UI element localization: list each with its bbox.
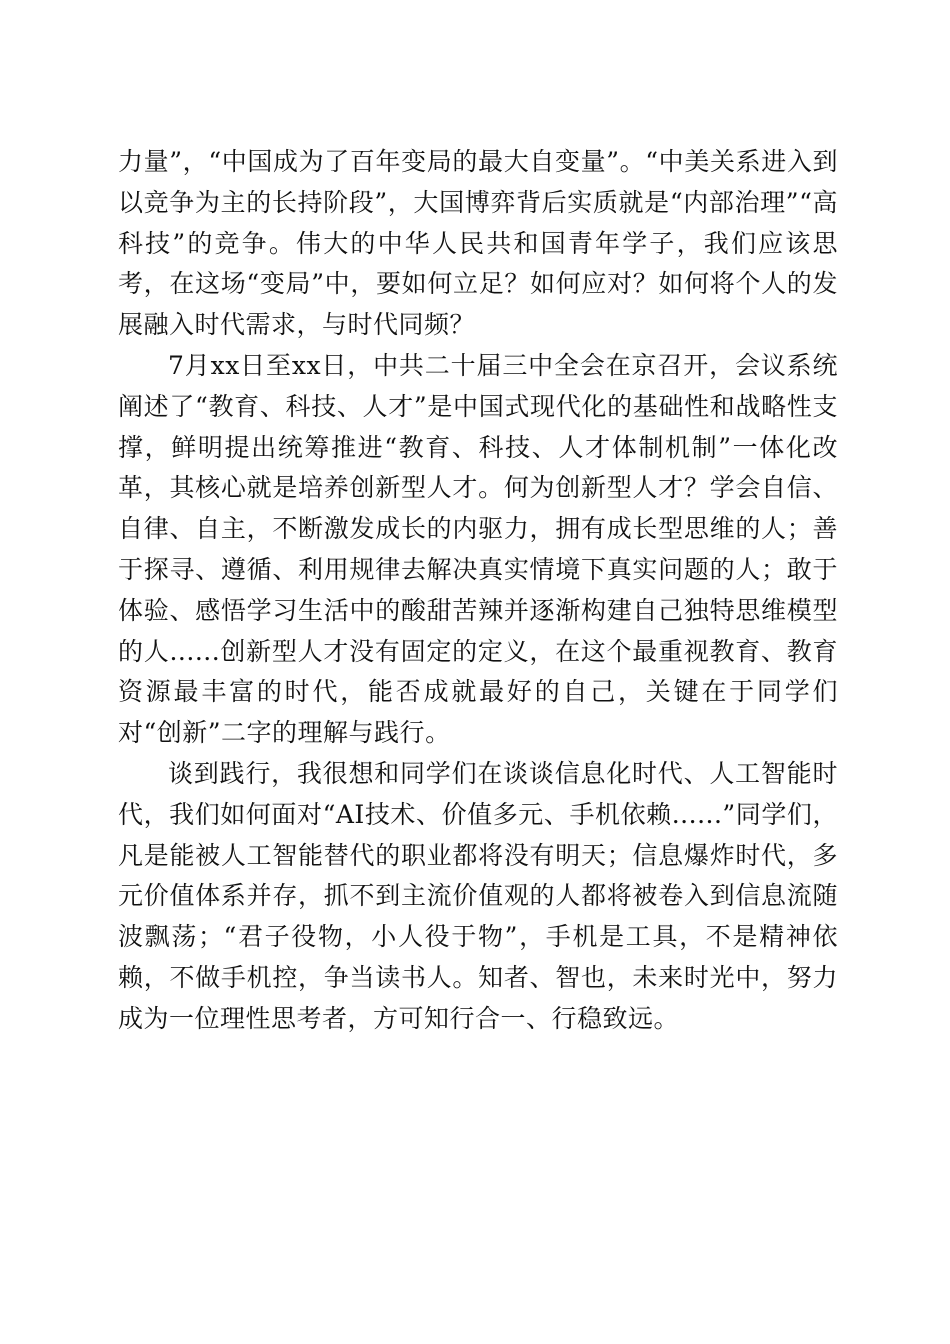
document-body bbox=[118, 142, 838, 1040]
paragraph-2: 7月xx日至xx日，中共二十届三中全会在京召开，会议系统阐述了“教育、科技、人才”是中国式现代化的基础性和战略性支撑，鲜明提出统筹推进“教育、科技、人才体制机制”一体化改革，其核心就是培养创新型人才。何为创新型人才？学会自信、自律、自主，不断激发成长的内驱力，拥有成长型思维的人；善于探寻、遵循、利用规律去解决真实情境下真实问题的人；敢于体验、感悟学习生活中的酸甜苦辣并逐渐构建自己独特思维模型的人......创新型人才没有固定的定义，在这个最重视教育、教育资源最丰富的时代，能否成就最好的自己，关键在于同学们对“创新”二字的理解与践行。 bbox=[118, 350, 838, 748]
paragraph-3: 谈到践行，我很想和同学们在谈谈信息化时代、人工智能时代，我们如何面对“AI技术、价值多元、手机依赖......”同学们，凡是能被人工智能替代的职业都将没有明天；信息爆炸时代，多元价值体系并存，抓不到主流价值观的人都将被卷入到信息流随波飘荡；“君子役物，小人役于物”，手机是工具，不是精神依赖，不做手机控，争当读书人。知者、智也，未来时光中，努力成为一位理性思考者，方可知行合一、行稳致远。 bbox=[118, 758, 838, 1033]
paragraph-1: 力量”，“中国成为了百年变局的最大自变量”。“中美关系进入到以竞争为主的长持阶段”，大国博弈背后实质就是“内部治理”“高科技”的竞争。伟大的中华人民共和国青年学子，我们应该思考，在这场“变局”中，要如何立足？如何应对？如何将个人的发展融入时代需求，与时代同频？ bbox=[118, 147, 838, 340]
